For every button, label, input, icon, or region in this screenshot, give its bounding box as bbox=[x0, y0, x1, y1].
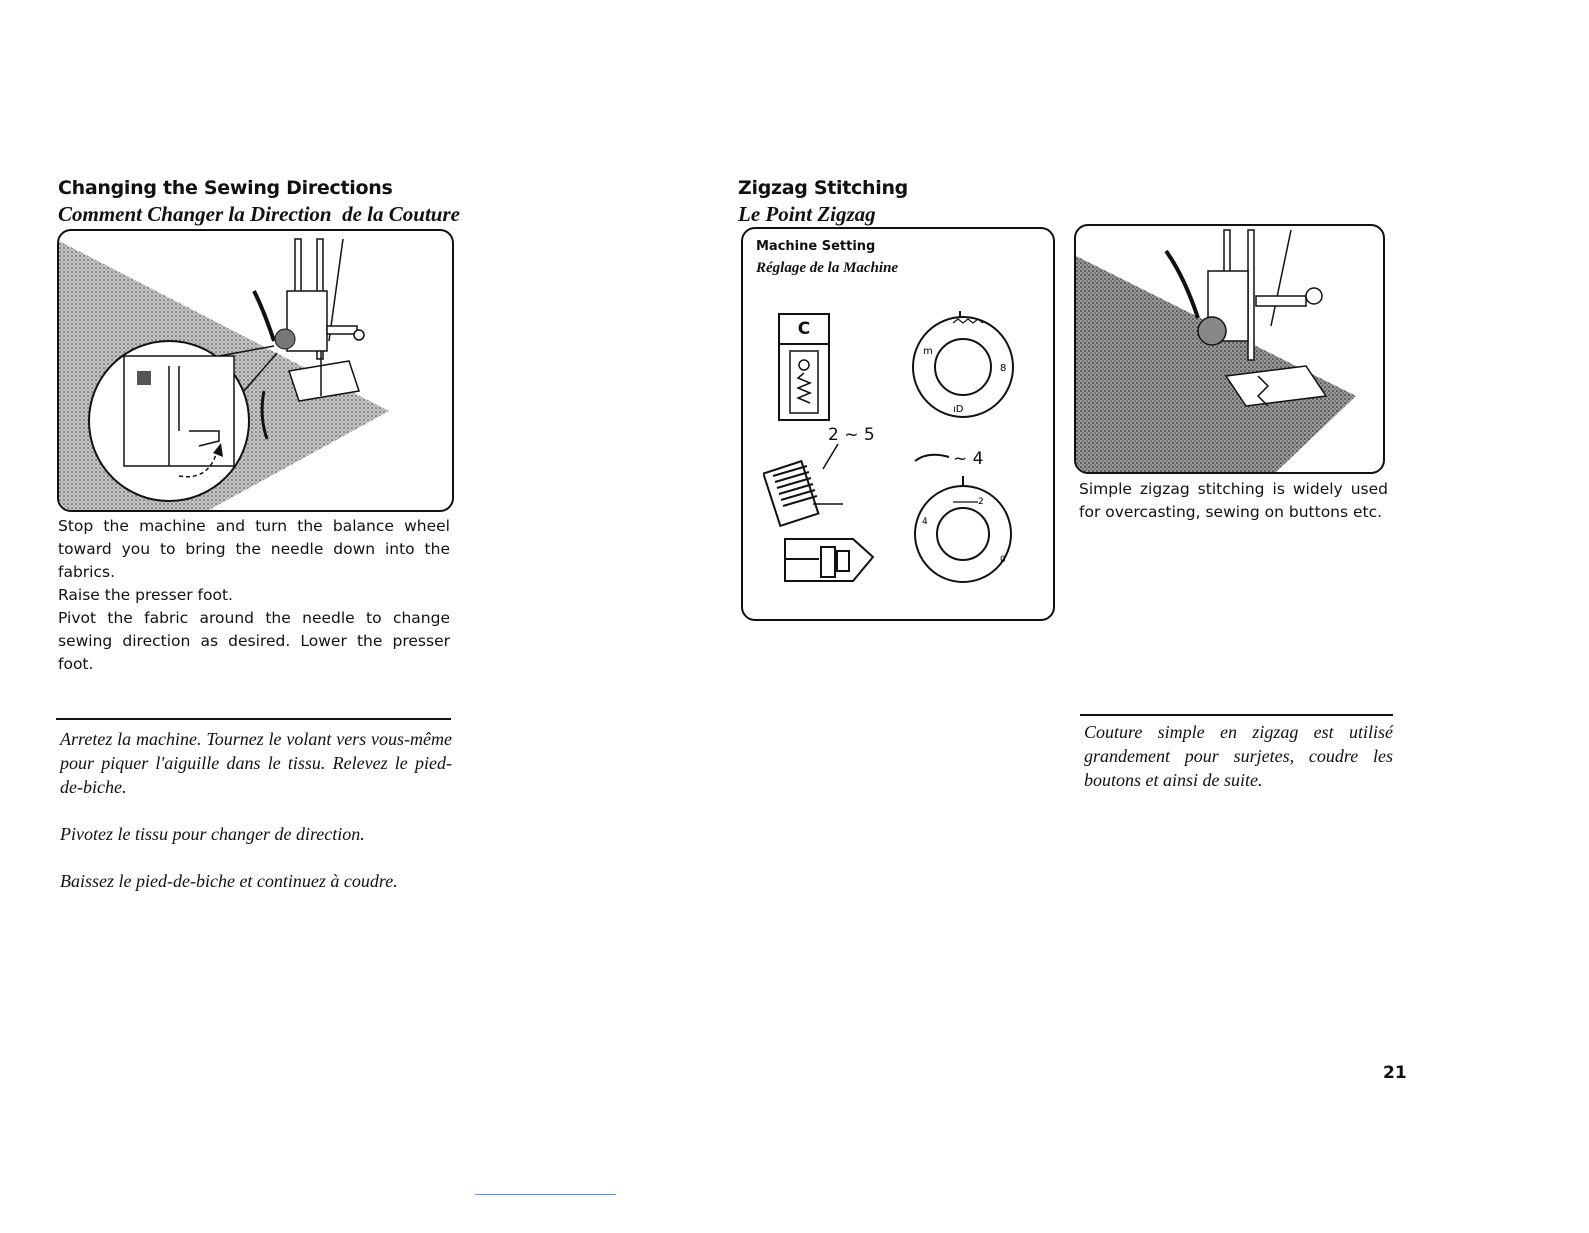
stitch-length-knob-icon bbox=[763, 444, 853, 529]
svg-text:4: 4 bbox=[922, 517, 928, 527]
sewing-machine-pivot-drawing bbox=[59, 231, 452, 510]
presser-foot-icon bbox=[783, 537, 883, 585]
zigzag-heading-fr: Le Point Zigzag bbox=[738, 202, 876, 226]
instructions-en bbox=[58, 515, 450, 676]
blue-line bbox=[475, 1194, 616, 1195]
zigzag-pattern-icon bbox=[780, 345, 828, 419]
wave-icon bbox=[913, 449, 953, 465]
machine-setting-panel bbox=[741, 227, 1055, 621]
machine-setting-title: Machine Setting bbox=[756, 239, 876, 254]
divider-left bbox=[56, 718, 451, 720]
svg-text:ıD: ıD bbox=[953, 404, 964, 415]
svg-text:8: 8 bbox=[1000, 363, 1007, 374]
divider-right bbox=[1080, 714, 1393, 716]
page-number: 21 bbox=[1383, 1063, 1407, 1083]
svg-text:0: 0 bbox=[1000, 555, 1006, 565]
pattern-letter: C bbox=[780, 315, 828, 345]
pattern-selector-icon bbox=[778, 313, 830, 421]
stitch-length-label: 2 ~ 5 bbox=[828, 425, 875, 445]
zigzag-stitching-drawing bbox=[1076, 226, 1383, 472]
zigzag-stitch-illustration bbox=[1074, 224, 1385, 474]
instructions-fr-3: Baissez le pied-de-biche et continuez à coudre. bbox=[60, 871, 398, 891]
zigzag-description-en: Simple zigzag stitching is widely used for overcasting, sewing on buttons etc. bbox=[1079, 480, 1388, 521]
stitch-length-dial-icon bbox=[908, 474, 1018, 589]
instructions-fr-2: Pivotez le tissu pour changer de direction. bbox=[60, 824, 365, 844]
stitch-width-dial-icon bbox=[908, 309, 1018, 424]
instruction-en-3: Pivot the fabric around the needle to change sewing direction as desired. Lower the presser foot. bbox=[58, 609, 450, 673]
svg-text:m: m bbox=[923, 346, 933, 357]
section-heading-fr: Comment Changer la Direction de la Couture bbox=[58, 202, 460, 226]
machine-setting-subtitle: Réglage de la Machine bbox=[756, 260, 899, 276]
instruction-en-1: Stop the machine and turn the balance wheel toward you to bring the needle down into the fabrics. bbox=[58, 517, 450, 581]
zigzag-heading-en: Zigzag Stitching bbox=[738, 177, 908, 199]
zigzag-description-fr: Couture simple en zigzag est utilisé grandement pour surjetes, coudre les boutons et ainsi de suite. bbox=[1084, 722, 1393, 790]
instruction-en-2: Raise the presser foot. bbox=[58, 586, 233, 604]
section-heading-en: Changing the Sewing Directions bbox=[58, 177, 393, 199]
instructions-fr-1: Arretez la machine. Tournez le volant vers vous-même pour piquer l'aiguille dans le tissu. Relevez le pied-de-biche. bbox=[60, 729, 452, 797]
pivot-fabric-illustration bbox=[57, 229, 454, 512]
svg-text:2: 2 bbox=[978, 497, 984, 507]
stitch-width-label: ~ 4 bbox=[953, 449, 984, 469]
